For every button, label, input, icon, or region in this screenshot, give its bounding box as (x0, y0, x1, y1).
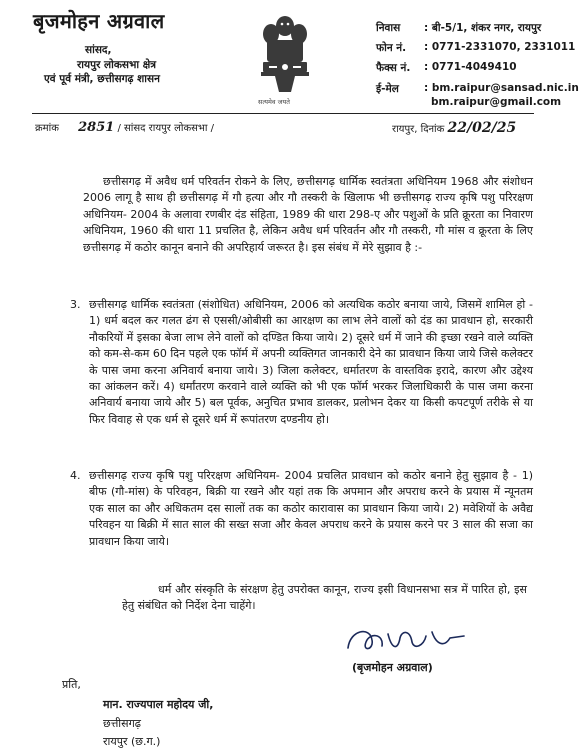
recipient-city: रायपुर (छ.ग.) (103, 735, 161, 748)
email-link-official[interactable]: : bm.raipur@sansad.nic.in (424, 82, 579, 94)
signature-image (340, 620, 470, 660)
sender-former-post: एवं पूर्व मंत्री, छत्तीसगढ़ शासन (44, 73, 160, 85)
sender-constituency: रायपुर लोकसभा क्षेत्र (77, 59, 157, 71)
date-value: 22/02/25 (447, 120, 517, 136)
suggestion-text: छत्तीसगढ़ धार्मिक स्वतंत्रता (संशोधित) अधिनियम, 2006 को अत्यधिक कठोर बनाया जाये, जिसमें शामिल हो - 1) धर्म बदल कर गलत ढंग से एससी/ओबीसी का आरक्षण का लाभ लेने वालों को दंड का प्रावधान हो, सरकारी नौकरियों में इसका बेजा लाभ लेने वालों को दण्डित किया जाये। 2) दूसरे धर्म में जाने की इच्छा रखने वाले व्यक्ति को कम-से-कम 60 दिन पहले एक फॉर्म में अपनी व्यक्तिगत जानकारी देने का प्रावधान किया जाये जिसे कलेक्टर के पास जमा करना अनिवार्य बनाया जाये। 3) जिला कलेक्टर, धर्मातरण के वास्तविक इरादे, कारण और उद्देश्य का आंकलन करें। 4) धर्मांतरण करवाने वाले व्यक्ति को भी एक फॉर्म भरकर जिलाधिकारी के पास जमा करना अनिवार्य बनाया जाये और 5) बल पूर्वक, अनुचित प्रभाव डालकर, प्रलोभन देकर या किसी कपटपूर्ण तरीके से या फिर विवाह से एक धर्म से दूसरे धर्म में रूपांतरण दण्डनीय हो। (89, 298, 533, 426)
residence-label: निवास (376, 22, 401, 34)
recipient-title: मान. राज्यपाल महोदय जी, (103, 698, 214, 711)
reference-line (35, 120, 214, 135)
recipient-state: छत्तीसगढ़ (103, 717, 141, 730)
closing-paragraph: धर्म और संस्कृति के संरक्षण हेतु उपरोक्त कानून, राज्य इसी विधानसभा सत्र में पारित हो, इस हेतु संबंधित को निर्देश देना चाहेंगे। (122, 583, 527, 613)
fax-label: फैक्स नं. (376, 62, 411, 74)
phone-value: : 0771-2331070, 2331011 (424, 41, 576, 53)
signatory-name: (बृजमोहन अग्रवाल) (352, 661, 433, 674)
suggestion-item-4 (70, 468, 533, 550)
date-line (392, 120, 516, 136)
reference-number: 2851 (78, 120, 115, 135)
fax-value: : 0771-4049410 (424, 61, 517, 73)
email-link-gmail[interactable]: bm.raipur@gmail.com (431, 96, 562, 108)
recipient-prefix: प्रति, (62, 678, 81, 691)
phone-label: फोन नं. (376, 42, 407, 54)
email-label: ई-मेल (376, 83, 399, 95)
reference-suffix: / सांसद रायपुर लोकसभा / (117, 123, 215, 134)
letterhead-divider (32, 113, 534, 114)
intro-paragraph: छत्तीसगढ़ में अवैध धर्म परिवर्तन रोकने के लिए, छत्तीसगढ़ धार्मिक स्वतंत्रता अधिनियम 1968 और संशोधन 2006 लागू है साथ ही छत्तीसगढ़ में गौ हत्या और गौ तस्करी के खिलाफ भी छत्तीसगढ़ राज्य कृषि पशु परिरक्षण अधिनियम- 2004 के अलावा रणबीर दंड संहिता, 1989 की धारा 298-ए और पशुओं के प्रति क्रूरता का निवारण अधिनियम, 1960 की धारा 11 प्रचलित है, लेकिन अवैध धर्म परिवर्तन और गौ तस्करी, गौ मांस व क्रूरता के लिए छत्तीसगढ़ में कठोर कानून बनाने की अपरिहार्य जरूरत है। इस संबंध में मेरे सुझाव है :- (83, 175, 533, 254)
suggestion-number: 4. (70, 469, 81, 482)
suggestion-text: छत्तीसगढ़ राज्य कृषि पशु परिरक्षण अधिनियम- 2004 प्रचलित प्रावधान को कठोर बनाने हेतु सुझाव है - 1) बीफ (गौ-मांस) के परिवहन, बिक्री या रखने और यहां तक कि अपमान और अपराध करने के प्रयास में न्यूनतम एक साल का और अधिकतम दस सालों तक का कठोर कारावास का प्रावधान किया जाये। 2) मवेशियों के अवैद्य परिवहन या बिक्री में सात साल की सख्त सजा और केवल अपराध करने के प्रयास करने पर 3 साल की सजा का प्रावधान किया जाये। (89, 469, 533, 548)
suggestion-item-3 (70, 297, 533, 428)
sender-designation: सांसद, (85, 44, 112, 56)
reference-label: क्रमांक (35, 123, 59, 134)
suggestion-number: 3. (70, 298, 81, 311)
emblem-motto: सत्यमेव जयते (258, 98, 290, 106)
state-emblem-icon (253, 12, 317, 104)
sender-name: बृजमोहन अग्रवाल (33, 9, 165, 33)
date-label: रायपुर, दिनांक (392, 124, 445, 135)
residence-value: : बी-5/1, शंकर नगर, रायपुर (424, 22, 542, 34)
